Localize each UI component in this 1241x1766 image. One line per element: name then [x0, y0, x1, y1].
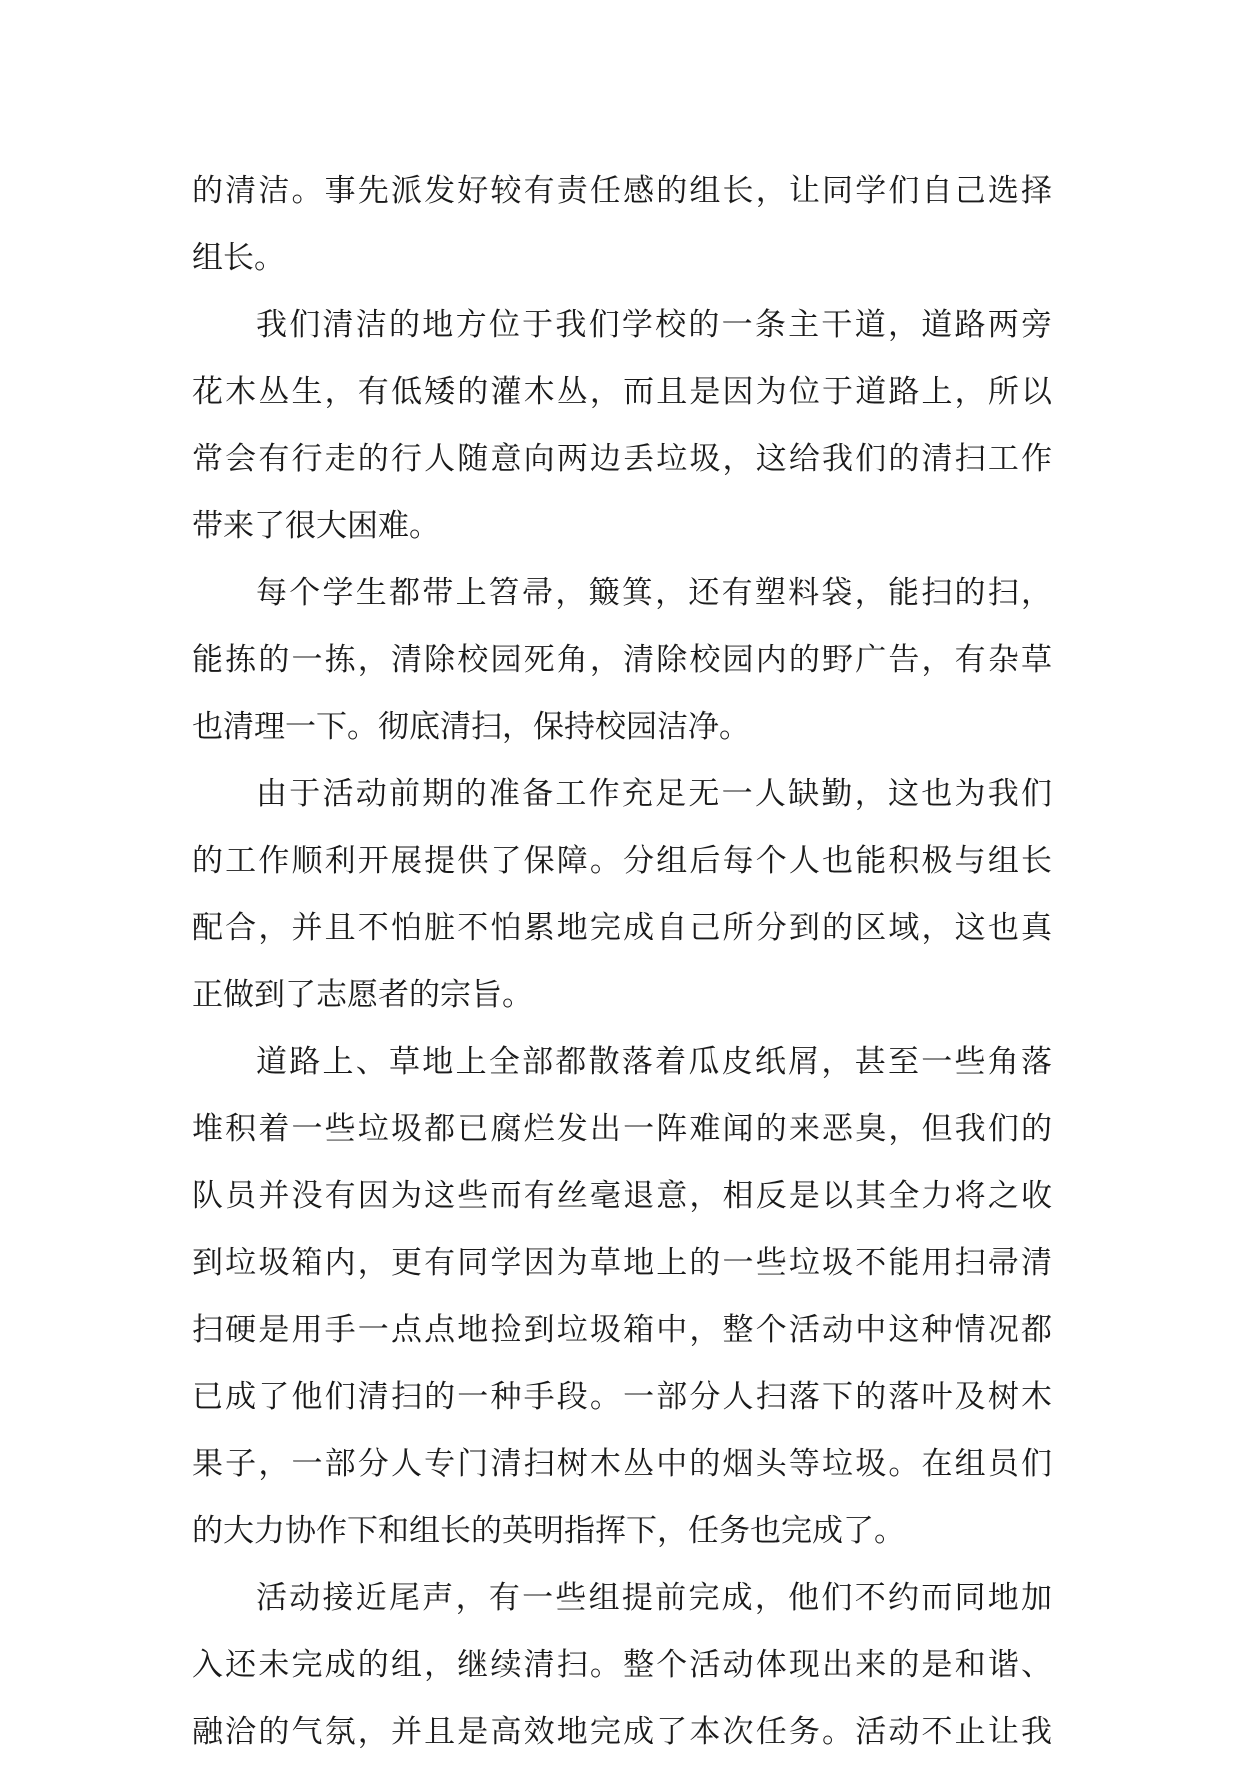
- paragraph-start-line: 活动接近尾声，有一些组提前完成，他们不约而同地加: [256, 1580, 1052, 1616]
- text-line: 融洽的气氛，并且是高效地完成了本次任务。活动不止让我: [192, 1714, 1052, 1750]
- paragraph-start-line: 每个学生都带上笤帚，簸箕，还有塑料袋，能扫的扫，: [256, 575, 1052, 611]
- text-line: 的大力协作下和组长的英明指挥下，任务也完成了。: [192, 1513, 905, 1549]
- text-line: 也清理一下。彻底清扫，保持校园洁净。: [192, 709, 750, 745]
- text-line: 堆积着一些垃圾都已腐烂发出一阵难闻的来恶臭，但我们的: [192, 1111, 1052, 1147]
- text-line: 到垃圾箱内，更有同学因为草地上的一些垃圾不能用扫帚清: [192, 1245, 1052, 1281]
- paragraph-start-line: 我们清洁的地方位于我们学校的一条主干道，道路两旁: [256, 307, 1052, 343]
- text-line: 能拣的一拣，清除校园死角，清除校园内的野广告，有杂草: [192, 642, 1052, 678]
- text-line: 的清洁。事先派发好较有责任感的组长，让同学们自己选择: [192, 173, 1052, 209]
- text-line: 配合，并且不怕脏不怕累地完成自己所分到的区域，这也真: [192, 910, 1052, 946]
- paragraph-start-line: 道路上、草地上全部都散落着瓜皮纸屑，甚至一些角落: [256, 1044, 1052, 1080]
- text-line: 的工作顺利开展提供了保障。分组后每个人也能积极与组长: [192, 843, 1052, 879]
- paragraph-start-line: 由于活动前期的准备工作充足无一人缺勤，这也为我们: [256, 776, 1052, 812]
- text-line: 组长。: [192, 240, 285, 276]
- text-line: 入还未完成的组，继续清扫。整个活动体现出来的是和谐、: [192, 1647, 1052, 1683]
- body-text: [192, 158, 1052, 1766]
- text-line: 扫硬是用手一点点地捡到垃圾箱中，整个活动中这种情况都: [192, 1312, 1052, 1348]
- text-line: 花木丛生，有低矮的灌木丛，而且是因为位于道路上，所以: [192, 374, 1052, 410]
- text-line: 队员并没有因为这些而有丝毫退意，相反是以其全力将之收: [192, 1178, 1052, 1214]
- text-line: 正做到了志愿者的宗旨。: [192, 977, 533, 1013]
- text-line: 已成了他们清扫的一种手段。一部分人扫落下的落叶及树木: [192, 1379, 1052, 1415]
- text-line: 果子，一部分人专门清扫树木丛中的烟头等垃圾。在组员们: [192, 1446, 1052, 1482]
- text-line: 常会有行走的行人随意向两边丢垃圾，这给我们的清扫工作: [192, 441, 1052, 477]
- text-line: 带来了很大困难。: [192, 508, 440, 544]
